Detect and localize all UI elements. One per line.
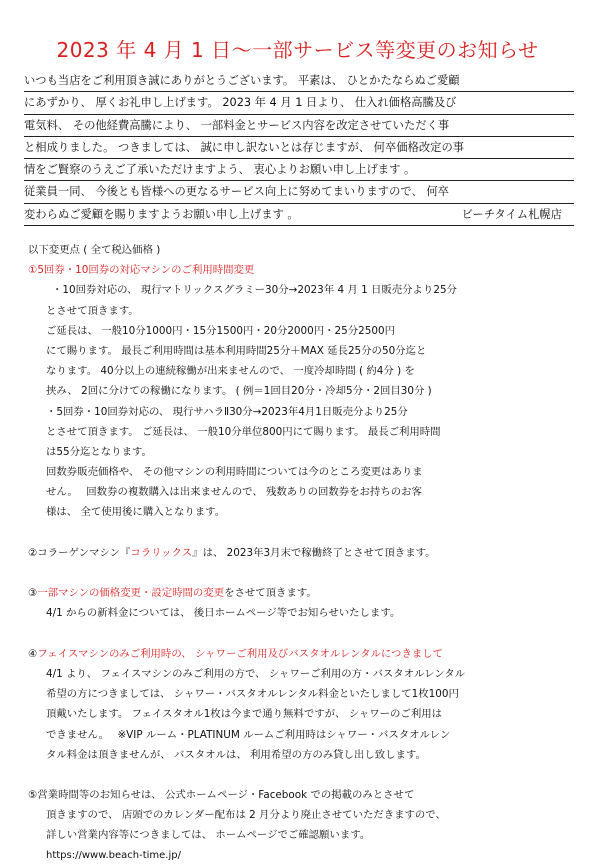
item4-heading (28, 644, 573, 664)
spacer (28, 624, 573, 644)
item2-line (28, 543, 573, 563)
item1-line: 挟み、 2回に分けての稼働になります。 ( 例＝1回目20分・冷却5分・2回目30分 ) (46, 385, 432, 398)
intro-line-signoff (24, 204, 574, 226)
changes-header: 以下変更点 ( 全て税込価格 ) (28, 244, 161, 256)
item5-heading: ⑤営業時間等のお知らせは、 公式ホームページ・Facebook での掲載のみとさせて (28, 789, 415, 802)
item3-heading (28, 583, 573, 603)
shop-name: ビーチタイム札幌店 (461, 207, 562, 221)
item4-number: ④ (28, 647, 38, 660)
item4-line: タル料金は頂きませんが、 バスタオルは、 利用希望の方のみ貸し出し致します。 (46, 748, 426, 761)
item4-line: できません。 ※VIP ルーム・PLATINUM ルームご利用時はシャワー・バスタオルレン (46, 728, 451, 741)
item3-number: ③ (28, 587, 38, 600)
spacer (28, 765, 573, 785)
item1-line: ・5回券・10回券対応の、 現行サハラⅡ30分→2023年4月1日販売分より25分 (46, 405, 408, 418)
item1-line: ・10回券対応の、 現行マトリックスグラミー30分→2023年 4 月 1 日販売分より25分 (52, 284, 457, 297)
item3-highlight: 一部マシンの価格変更・設定時間の変更 (37, 587, 225, 600)
item2-suffix: 』は、 2023年3月末で稼働終了とさせて頂きます。 (192, 546, 436, 559)
item5-line: 詳しい営業内容等につきましては、 ホームページでご確認願います。 (46, 829, 371, 842)
item1-heading: ①5回券・10回券の対応マシンのご利用時間変更 (28, 264, 255, 277)
intro-line: 従業員一同、 今後とも皆様への更なるサービス向上に努めてまいりますので、 何卒 (24, 181, 574, 203)
intro-line-text: 変わらぬご愛顧を賜りますようお願い申し上げます 。 (24, 207, 299, 221)
item2-machine-name: コラリックス (130, 546, 193, 559)
spacer (28, 563, 573, 583)
item4-heading-text: フェイスマシンのみご利用時の、 シャワーご利用及びバスタオルレンタルにつきまして (37, 647, 444, 660)
item4-line: 希望の方につきましては、 シャワー・バスタオルレンタル料金といたしまして1枚100円 (46, 688, 459, 701)
item1-line: せん。 回数券の複数購入は出来ませんので、 残数ありの回数券をお持ちのお客 (46, 486, 422, 499)
item4-line: 頂戴いたします。 フェイスタオル1枚は今まで通り無料ですが、 シャワーのご利用は (46, 708, 443, 721)
item1-line: なります。 40分以上の連続稼働が出来ませんので、 一度冷却時間 ( 約4分 ) を (46, 365, 415, 378)
intro-line: にあずかり、 厚くお礼申し上げます。 2023 年 4 月 1 日より、 仕入れ価格高騰及び (24, 92, 574, 114)
item1-line: 様は、 全て使用後に購入となります。 (46, 506, 226, 519)
intro-line: 電気料、 その他経費高騰により、 一部料金とサービス内容を改定させていただく事 (24, 115, 574, 137)
spacer (28, 523, 573, 543)
item3-line: 4/1 からの新料金については、 後日ホームページ等でお知らせいたします。 (46, 607, 401, 620)
item5-line: 頂きますので、 店頭でのカレンダー配布は 2 月分より廃止させていただきますので、 (46, 809, 446, 822)
item1-line: は55分迄となります。 (46, 445, 152, 458)
notice-title: 2023 年 4 月 1 日〜一部サービス等変更のお知らせ (56, 38, 539, 62)
item1-line: にて賜ります。 最長ご利用時間は基本利用時間25分＋MAX 延長25分の50分迄と (46, 344, 427, 357)
item1-line: ご延長は、 一般10分1000円・15分1500円・20分2000円・25分2500円 (46, 324, 395, 337)
intro-line: と相成りました。 つきましては、 誠に申し訳ないとは存じますが、 何卒価格改定の事 (24, 137, 574, 159)
item1-line: とさせて頂きます。 (46, 304, 139, 317)
changes-section (28, 240, 573, 866)
item4-line: 4/1 より、 フェイスマシンのみご利用の方で、 シャワーご利用の方・バスタオルレンタル (46, 667, 466, 680)
intro-paragraph (24, 70, 574, 226)
item1-line: とさせて頂きます。 ご延長は、 一般10分単位800円にて賜ります。 最長ご利用時間 (46, 425, 441, 438)
item1-line: 回数券販売価格や、 その他マシンの利用時間については今のところ変更はありま (46, 466, 423, 479)
intro-line: 情をご賢察のうえご了承いただけますよう、 衷心よりお願い申し上げます 。 (24, 159, 574, 181)
item3-rest: をさせて頂きます。 (224, 587, 317, 600)
item2-prefix: ②コラーゲンマシン『 (28, 546, 131, 559)
intro-line: いつも当店をご利用頂き誠にありがとうございます。 平素は、 ひとかたならぬご愛顧 (24, 70, 574, 92)
website-url[interactable]: https://www.beach-time.jp/ (46, 849, 181, 861)
